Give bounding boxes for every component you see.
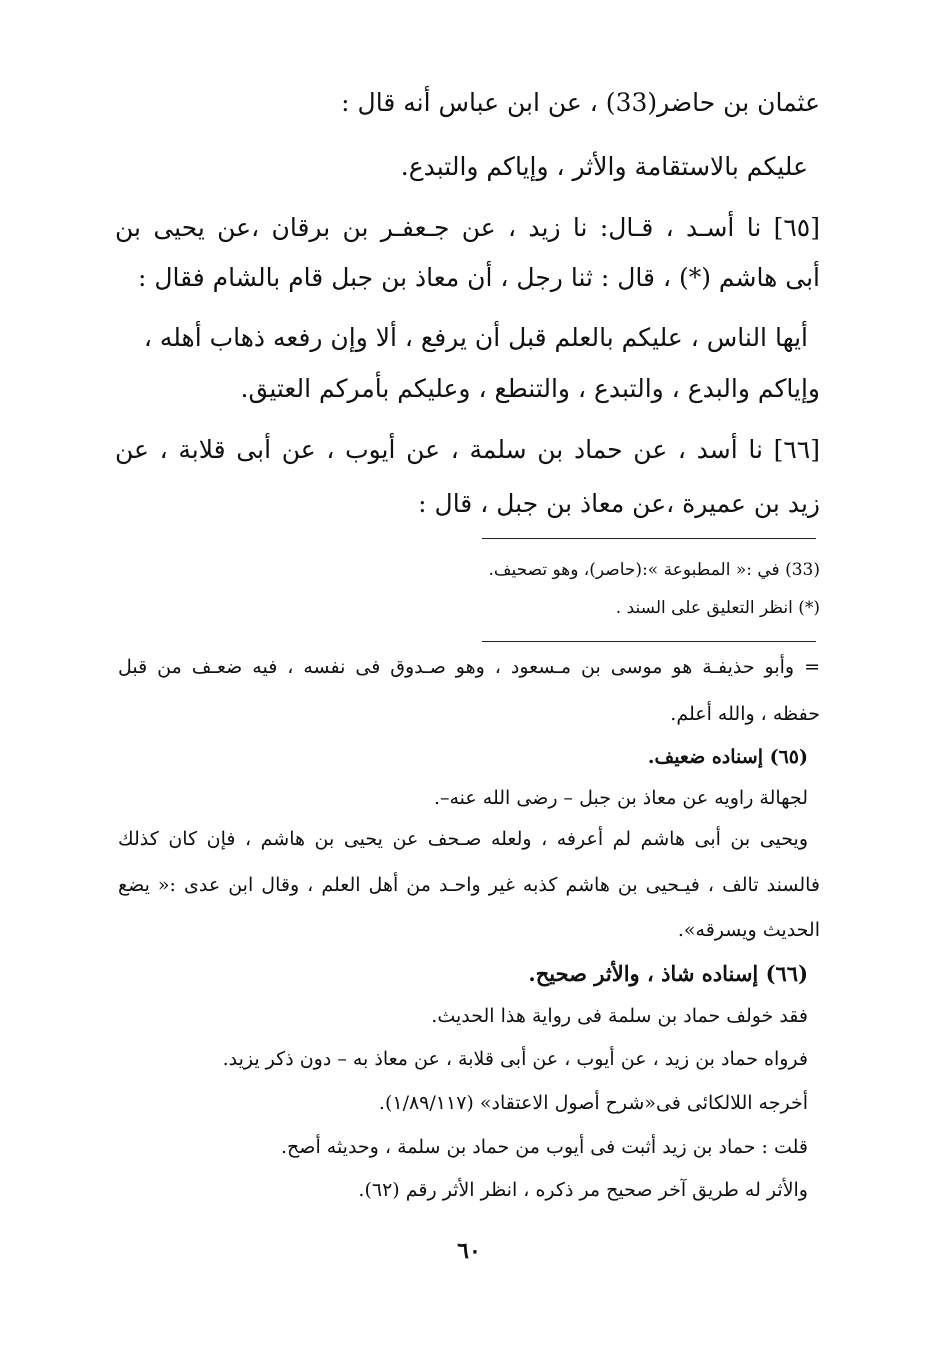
main-text-line: عثمان بن حاضر(33) ، عن ابن عباس أنه قال : [341, 88, 820, 117]
main-text-line: [٦٥] نا أسـد ، قـال: نا زيد ، عن جـعفـر بن برقان ،عن يحيى بن [115, 213, 820, 242]
commentary-line: لجهالة راويه عن معاذ بن جبل – رضى الله عنه–. [433, 787, 808, 809]
main-text-line: عليكم بالاستقامة والأثر ، وإياكم والتبدع. [400, 152, 808, 181]
commentary-line: فالسند تالف ، فيـحيى بن هاشم كذبه غير واحـد من أهل العلم ، وقال ابن عدى :« يضع [118, 874, 820, 896]
commentary-line: والأثر له طريق آخر صحيح مر ذكره ، انظر الأثر رقم (٦٢). [358, 1179, 808, 1201]
page-number: ٦٠ [457, 1238, 481, 1264]
commentary-line: = وأبو حذيفـة هو موسى بن مـسعود ، وهو صـدوق فى نفسه ، فيه ضعـف من قبل [118, 656, 820, 678]
section-heading: (٦٥) إسناده ضعيف. [647, 746, 808, 768]
main-text-line: أبى هاشم (*) ، قال : ثنا رجل ، أن معاذ بن جبل قام بالشام فقال : [137, 263, 820, 292]
section-heading: (٦٦) إسناده شاذ ، والأثر صحيح. [528, 961, 808, 986]
commentary-line: أخرجه اللالكائى فى«شرح أصول الاعتقاد» (١/٨٩/١١٧). [378, 1092, 808, 1114]
commentary-line: قلت : حماد بن زيد أثبت فى أيوب من حماد بن سلمة ، وحديثه أصح. [281, 1136, 808, 1158]
main-text-line: [٦٦] نا أسد ، عن حماد بن سلمة ، عن أيوب ، عن أبى قلابة ، عن [115, 435, 820, 464]
commentary-line: حفظه ، والله أعلم. [670, 703, 820, 725]
footnote: (33) في :« المطبوعة »:(حاصر)، وهو تصحيف. [488, 560, 820, 580]
commentary-line: الحديث ويسرقه». [677, 919, 820, 941]
footnote-separator [482, 538, 816, 539]
main-text-line: أيها الناس ، عليكم بالعلم قبل أن يرفع ، ألا وإن رفعه ذهاب أهله ، [143, 323, 808, 352]
main-text-line: زيد بن عميرة ،عن معاذ بن جبل ، قال : [418, 489, 820, 518]
footnote: (*) انظر التعليق على السند . [615, 598, 820, 618]
main-text-line: وإياكم والبدع ، والتبدع ، والتنطع ، وعليكم بأمركم العتيق. [240, 374, 820, 403]
commentary-line: فرواه حماد بن زيد ، عن أيوب ، عن أبى قلابة ، عن معاذ به – دون ذكر يزيد. [222, 1048, 808, 1070]
commentary-line: ويحيى بن أبى هاشم لم أعرفه ، ولعله صـحف عن يحيى بن هاشم ، فإن كان كذلك [118, 828, 808, 850]
commentary-separator [482, 641, 816, 642]
commentary-line: فقد خولف حماد بن سلمة فى رواية هذا الحديث. [431, 1005, 808, 1027]
